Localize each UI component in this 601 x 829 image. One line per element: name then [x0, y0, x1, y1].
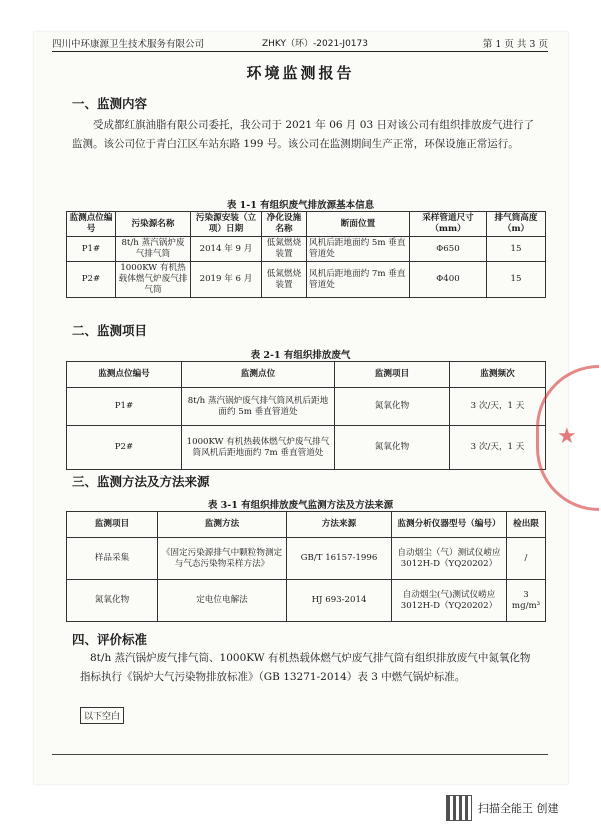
table-cell: GB/T 16157-1996 — [287, 538, 392, 580]
table-cell: 3 mg/m³ — [507, 580, 546, 622]
table-cell: 风机后距地面约 5m 垂直管道处 — [307, 237, 410, 262]
scanner-label: 扫描全能王 创建 — [478, 802, 559, 815]
table-cell: P1# — [67, 388, 182, 426]
table-row — [67, 388, 546, 426]
table-3-caption: 表 3-1 有组织排放废气监测方法及方法来源 — [207, 500, 394, 511]
table-cell: 3 次/天，1 天 — [450, 388, 546, 426]
table-1-caption: 表 1-1 有组织废气排放源基本信息 — [226, 200, 375, 211]
table-header: 监测频次 — [450, 362, 546, 388]
table-1 — [66, 211, 546, 298]
table-2-caption: 表 2-1 有组织排放废气 — [250, 350, 351, 361]
header-rule — [52, 51, 548, 52]
table-cell: 自动烟尘（气）测试仪崂应 3012H-D（YQ20202） — [392, 538, 507, 580]
table-cell: 1000KW 有机热载体燃气炉废气排气筒风机后距地面约 7m 垂直管道处 — [182, 426, 335, 470]
table-cell: 低氮燃烧装置 — [262, 237, 307, 262]
header-report-no: ZHKY（环）-2021-J0173 — [262, 39, 368, 49]
qr-code-icon — [446, 795, 472, 821]
table-header: 采样管道尺寸（mm） — [410, 212, 487, 237]
table-header: 监测项目 — [335, 362, 450, 388]
table-header: 监测分析仪器型号（编号） — [392, 512, 507, 538]
table-cell: 定电位电解法 — [158, 580, 287, 622]
section-2-heading: 二、监测项目 — [72, 323, 148, 338]
section-1-text: 受成都红旗油脂有限公司委托，我公司于 2021 年 06 月 03 日对该公司有组织排放废气进行了监测。该公司位于青白江区车站东路 199 号。该公司在监测期间生产正常，环保设施正常运行。 — [72, 119, 534, 150]
table-cell: 3 次/天，1 天 — [450, 426, 546, 470]
table-cell: 《固定污染源排气中颗粒物测定与气态污染物采样方法》 — [158, 538, 287, 580]
section-3-heading: 三、监测方法及方法来源 — [72, 474, 210, 489]
table-cell: HJ 693-2014 — [287, 580, 392, 622]
table-cell: 氮氧化物 — [67, 580, 158, 622]
table-cell: 15 — [487, 262, 546, 298]
header-page: 第 1 页 共 3 页 — [482, 39, 548, 50]
table-header: 监测点位 — [182, 362, 335, 388]
table-header: 监测点位编号 — [67, 212, 116, 237]
table-header: 污染源安装（立项）日期 — [191, 212, 262, 237]
report-title: 环境监测报告 — [246, 64, 355, 82]
table-header: 污染源名称 — [116, 212, 191, 237]
table-row — [67, 538, 546, 580]
table-row — [67, 512, 546, 538]
table-header: 方法来源 — [287, 512, 392, 538]
table-header: 监测点位编号 — [67, 362, 182, 388]
table-row — [67, 212, 546, 237]
footer-rule — [52, 754, 548, 755]
table-cell: P1# — [67, 237, 116, 262]
table-3 — [66, 511, 546, 622]
table-cell: 风机后距地面约 7m 垂直管道处 — [307, 262, 410, 298]
table-header: 断面位置 — [307, 212, 410, 237]
table-row — [67, 237, 546, 262]
star-icon: ★ — [557, 424, 577, 449]
table-cell: / — [507, 538, 546, 580]
table-header: 检出限 — [507, 512, 546, 538]
table-cell: 2019 年 6 月 — [191, 262, 262, 298]
table-header: 排气筒高度（m） — [487, 212, 546, 237]
table-2 — [66, 361, 546, 470]
table-row — [67, 362, 546, 388]
section-1-heading: 一、监测内容 — [72, 96, 148, 111]
table-cell: P2# — [67, 426, 182, 470]
table-cell: 1000KW 有机热载体燃气炉废气排气筒 — [116, 262, 191, 298]
section-4-text: 8t/h 蒸汽锅炉废气排气筒、1000KW 有机热载体燃气炉废气排气筒有组织排放废气中氮氧化物指标执行《锅炉大气污染物排放标准》（GB 13271-2014）表 3 中燃气锅炉标准。 — [80, 652, 531, 683]
end-note: 以下空白 — [80, 707, 124, 724]
table-cell: 2014 年 9 月 — [191, 237, 262, 262]
table-header: 监测项目 — [67, 512, 158, 538]
table-row — [67, 262, 546, 298]
header-company: 四川中环康源卫生技术服务有限公司 — [52, 39, 205, 50]
table-header: 净化设施名称 — [262, 212, 307, 237]
table-row — [67, 426, 546, 470]
table-row — [67, 580, 546, 622]
table-cell: 8t/h 蒸汽锅炉废气排气筒风机后距地面约 5m 垂直管道处 — [182, 388, 335, 426]
table-cell: Φ650 — [410, 237, 487, 262]
page-header — [52, 34, 548, 50]
table-cell: 氮氧化物 — [335, 388, 450, 426]
table-cell: Φ400 — [410, 262, 487, 298]
table-cell: 氮氧化物 — [335, 426, 450, 470]
table-cell: 8t/h 蒸汽锅炉废气排气筒 — [116, 237, 191, 262]
table-cell: 15 — [487, 237, 546, 262]
section-4-heading: 四、评价标准 — [72, 632, 148, 647]
table-cell: 自动烟尘(气)测试仪崂应 3012H-D（YQ20202） — [392, 580, 507, 622]
table-header: 监测方法 — [158, 512, 287, 538]
table-cell: 样品采集 — [67, 538, 158, 580]
table-cell: P2# — [67, 262, 116, 298]
table-cell: 低氮燃烧装置 — [262, 262, 307, 298]
